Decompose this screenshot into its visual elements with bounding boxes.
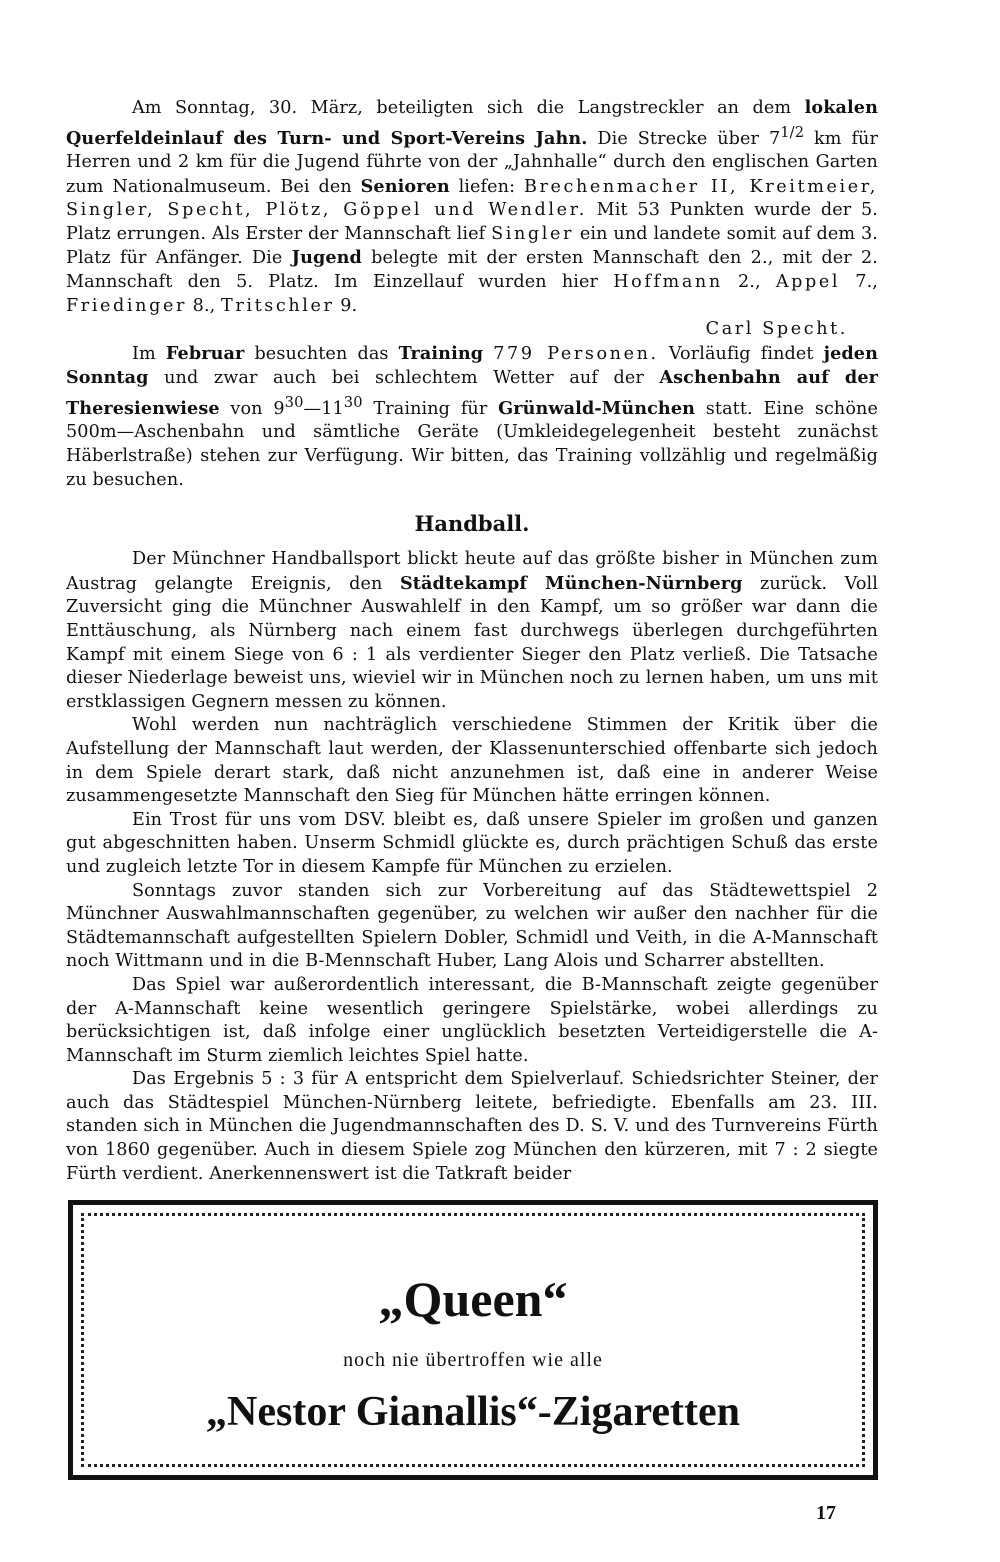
ad-subtitle: noch nie übertroffen wie alle	[343, 1349, 603, 1371]
section-heading: Handball.	[414, 511, 530, 537]
advertisement-dotted-frame	[81, 1213, 865, 1467]
advertisement-box	[68, 1200, 878, 1480]
page-text	[66, 96, 878, 1186]
ad-brand: „Nestor Gianallis“-Zigaretten	[206, 1389, 740, 1435]
paragraph-staedtekampf: Der Münchner Handballsport blickt heute auf das größte bisher in München zum Austrag gelangte Ereignis, den Städtekampf München-Nürnberg zurück. Voll Zuversicht ging die Münchner Auswahlelf in den Kampf, um so größer war dann die Enttäuschung, als Nürnberg nach einem fast durchwegs überlegen durchgeführten Kampf mit einem Siege von 6 : 1 als verdienter Sieger den Platz verließ. Die Tatsache dieser Niederlage beweist uns, wieviel wir in München noch zu lernen haben, um uns mit erstklassigen Gegnern messen zu können.	[66, 549, 878, 712]
paragraph-ergebnis: Das Ergebnis 5 : 3 für A entspricht dem Spielverlauf. Schiedsrichter Steiner, der auch das Städtespiel München-Nürnberg leitete, befriedigte. Ebenfalls am 23. III. standen sich in München die Jugendmannschaften des D. S. V. und des Turnvereins Fürth von 1860 gegenüber. Auch in diesem Spiele zog München den kürzeren, mit 7 : 2 siegte Fürth verdient. Anerkennenswert ist die Tatkraft beider	[66, 1069, 878, 1184]
paragraph-spiel: Das Spiel war außerordentlich interessant, die B-Mannschaft zeigte gegenüber der A-Mannschaft keine wesentlich geringere Spielstärke, wobei allerdings zu berücksichtigen ist, daß infolge einer unglücklich besetzten Verteidigerstelle die A-Mannschaft im Sturm ziemlich leichtes Spiel hatte.	[66, 974, 878, 1066]
paragraph-trost: Ein Trost für uns vom DSV. bleibt es, daß unsere Spieler im großen und ganzen gut abgeschnitten haben. Unserm Schmidl glückte es, durch prächtigen Schuß das erste und zugleich letzte Tor in diesem Kampfe für München zu erzielen.	[66, 809, 878, 877]
paragraph-vorbereitung: Sonntags zuvor standen sich zur Vorbereitung auf das Städtewettspiel 2 Münchner Auswahlmannschaften gegenüber, zu welchen wir außer den nachher für die Städtemannschaft aufgestellten Spielern Dobler, Schmidl und Veith, in die A-Mannschaft noch Wittmann und in die B-Mennschaft Huber, Lang Alois und Scharrer abstellten.	[66, 880, 878, 972]
ad-title: „Queen“	[378, 1271, 568, 1327]
paragraph-training: Im Februar besuchten das Training 779 Personen. Vorläufig findet jeden Sonntag und zwar auch bei schlechtem Wetter auf der Aschenbahn auf der Theresienwiese von $9^{30}—11^{30}$ Training für Grünwald-München statt. Eine schöne 500m—Aschenbahn und sämtliche Geräte (Umkleidegelegenheit besteht zunächst Häberlstraße) stehen zur Verfügung. Wir bitten, das Training vollzählig und regelmäßig zu besuchen.	[66, 342, 879, 490]
paragraph-querfeldeinlauf: Am Sonntag, 30. März, beteiligten sich die Langstreckler an dem lokalen Querfeldeinlauf des Turn- und Sport-Vereins Jahn. Die Strecke über $7^{1/2}$ km für Herren und 2 km für die Jugend führte von der „Jahnhalle“ durch den englischen Garten zum Nationalmuseum. Bei den Senioren liefen: Brechenmacher II, Kreitmeier, Singler, Specht, Plötz, Göppel und Wendler. Mit 53 Punkten wurde der 5. Platz errungen. Als Erster der Mannschaft lief Singler ein und landete somit auf dem 3. Platz für Anfänger. Die Jugend belegte mit der ersten Mannschaft den 2., mit der 2. Mannschaft den 5. Platz. Im Einzellauf wurden hier Hoffmann 2., Appel 7., Friedinger 8., Tritschler 9.	[66, 97, 879, 316]
signature: Carl Specht.	[705, 319, 848, 340]
paragraph-kritik: Wohl werden nun nachträglich verschiedene Stimmen der Kritik über die Aufstellung der Mannschaft laut werden, der Klassenunterschied offenbarte sich jedoch in dem Spiele derart stark, daß nicht anzunehmen ist, daß eine in anderer Weise zusammengesetzte Mannschaft den Sieg für München hätte erringen können.	[66, 715, 878, 807]
event-name: lokalen Querfeldeinlauf des Turn- und Sport-Vereins Jahn.	[66, 97, 878, 149]
page-number: 17	[816, 1502, 836, 1524]
runner-names: Brechenmacher II, Kreitmeier, Singler, Specht, Plötz, Göppel und Wendler.	[66, 176, 878, 221]
